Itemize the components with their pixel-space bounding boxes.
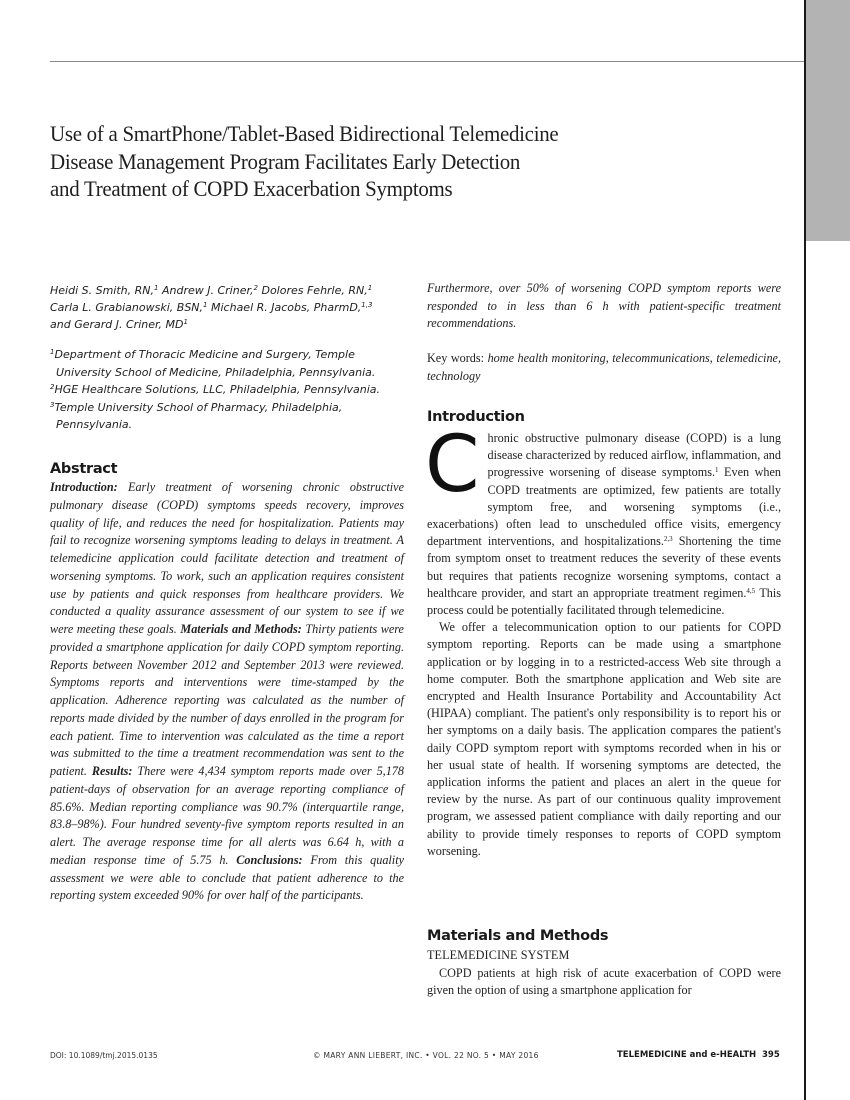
introduction-body <box>425 420 782 860</box>
author: Andrew J. Criner, <box>161 284 254 297</box>
materials-methods-text: COPD patients at high risk of acute exacerbation of COPD were given the option of using a smartphone application for <box>427 966 781 998</box>
keywords-terms: home health monitoring, telecommunications, telemedicine, technology <box>427 351 781 383</box>
author: Michael R. Jacobs, PharmD, <box>211 301 362 314</box>
title-line-2: Disease Management Program Facilitates Early Detection <box>50 148 521 174</box>
affiliation: $^2$HGE Healthcare Solutions, LLC, Philadelphia, Pennsylvania. <box>50 383 381 396</box>
author: Carla L. Grabianowski, BSN, <box>50 301 204 314</box>
journal-name: TELEMEDICINE and e-HEALTH <box>617 1050 757 1060</box>
article-title <box>50 120 701 203</box>
author: Heidi S. Smith, RN, <box>50 284 155 297</box>
abstract-continued: Furthermore, over 50% of worsening COPD symptom reports were responded to in less than 6 h with patient-specific treatment recommendations. <box>427 281 781 330</box>
author: and Gerard J. Criner, MD <box>50 318 184 331</box>
intro-paragraph-2: We offer a telecommunication option to our patients for COPD symptom reporting. Reports can be made using a smartphone application or by logging in to a restricted-access Web site through a home computer. Both the smartphone application and Web site are encrypted and Health Insurance Portability and Accountability Act (HIPAA) compliant. The patient's only responsibility is to report his or her symptoms on a daily basis. The application compares the patient's daily COPD symptom report with symptoms recorded when in his or her usual state of health. If worsening symptoms are detected, the application informs the patient and places an alert in the queue for review by the nurse. As part of our continuous quality improvement program, we assessed patient compliance with daily reporting and our ability to provide timely responses to reports of COPD symptom worsening. <box>427 620 781 858</box>
drop-cap: C <box>425 420 480 510</box>
title-line-3: and Treatment of COPD Exacerbation Symptoms <box>50 176 453 201</box>
header-rule <box>50 61 804 62</box>
keywords-label: Key words: <box>427 351 485 365</box>
materials-methods-heading: Materials and Methods <box>427 928 609 944</box>
affiliation: $^1$Department of Thoracic Medicine and Surgery, Temple University School of Medicine, Philadelphia, Pennsylvania. <box>50 348 376 379</box>
doi: DOI: 10.1089/tmj.2015.0135 <box>50 1051 158 1060</box>
author-list: Heidi S. Smith, RN,$^1$ Andrew J. Criner,$^2$ Dolores Fehrle, RN,$^1$ Carla L. Grabianowski, BSN,$^1$ Michael R. Jacobs, PharmD,$^{1,3}$ and Gerard J. Criner, $MD^1$ <box>50 284 373 331</box>
keywords <box>427 350 781 385</box>
page-edge-rule <box>804 0 806 1100</box>
affiliation-list <box>50 346 410 434</box>
publisher-info: © MARY ANN LIEBERT, INC. • VOL. 22 NO. 5 • MAY 2016 <box>313 1051 539 1060</box>
author: Dolores Fehrle, RN, <box>261 284 368 297</box>
affiliation: $^3$Temple University School of Pharmacy, Philadelphia, Pennsylvania. <box>50 400 343 431</box>
title-line-1: Use of a SmartPhone/Tablet-Based Bidirectional Telemedicine <box>50 121 559 146</box>
abstract-heading: Abstract <box>50 461 118 477</box>
intro-paragraph-1: Chronic obstructive pulmonary disease (COPD) is a lung disease characterized by reduced airflow, inflammation, and progressive worsening of disease symptoms.$^1$ Even when COPD treatments are optimized, few patients are totally symptom free, and worsening symptoms (i.e., exacerbations) often lead to unscheduled office visits, emergency department interventions, and hospitalizations.$^{2,3}$ Shortening the time from symptom onset to treatment reduces the severity of these events but requires that patients recognize worsening symptoms, contact a healthcare provider, and start an appropriate treatment regimen.$^{4,5}$ This process could be potentially facilitated through telemedicine. <box>425 420 782 618</box>
page-number: 395 <box>762 1050 780 1060</box>
introduction-heading: Introduction <box>427 409 525 425</box>
telemedicine-system-subheading: TELEMEDICINE SYSTEM <box>427 948 570 962</box>
section-tab-marker <box>806 0 850 241</box>
abstract-text: Introduction: Early treatment of worsening chronic obstructive pulmonary disease (COPD) symptoms speeds recovery, improves quality of life, and reduces the need for hospitalization. Patients may fail to recognize worsening symptoms leading to delays in treatment. A telemedicine application could facilitate detection and treatment of worsening symptoms. To work, such an application requires consistent use by patients and quick responses from healthcare providers. We conducted a quality assurance assessment of our system to see if we were meeting these goals. Materials and Methods: Thirty patients were provided a smartphone application for daily COPD symptom reporting. Reports between November 2012 and September 2013 were reviewed. Symptoms reports and interventions were time-stamped by the application. Adherence reporting was calculated as the number of reports made divided by the number of days enrolled in the program for each patient. Time to intervention was calculated as the time a report was submitted to the time a treatment recommendation was sent to the patient. Results: There were 4,434 symptom reports made over 5,178 patient-days of observation for an average reporting compliance of 85.6%. Median reporting compliance was 90.7% (interquartile range, 83.8–98%). Four hundred seventy-five symptom reports resulted in an alert. The average response time for all alerts was 6.64 h, with a median response time of 5.75 h. Conclusions: From this quality assessment we were able to conclude that patient adherence to the reporting system exceeded 90% for over half of the participants. <box>50 480 404 903</box>
page-footer <box>0 1051 800 1065</box>
